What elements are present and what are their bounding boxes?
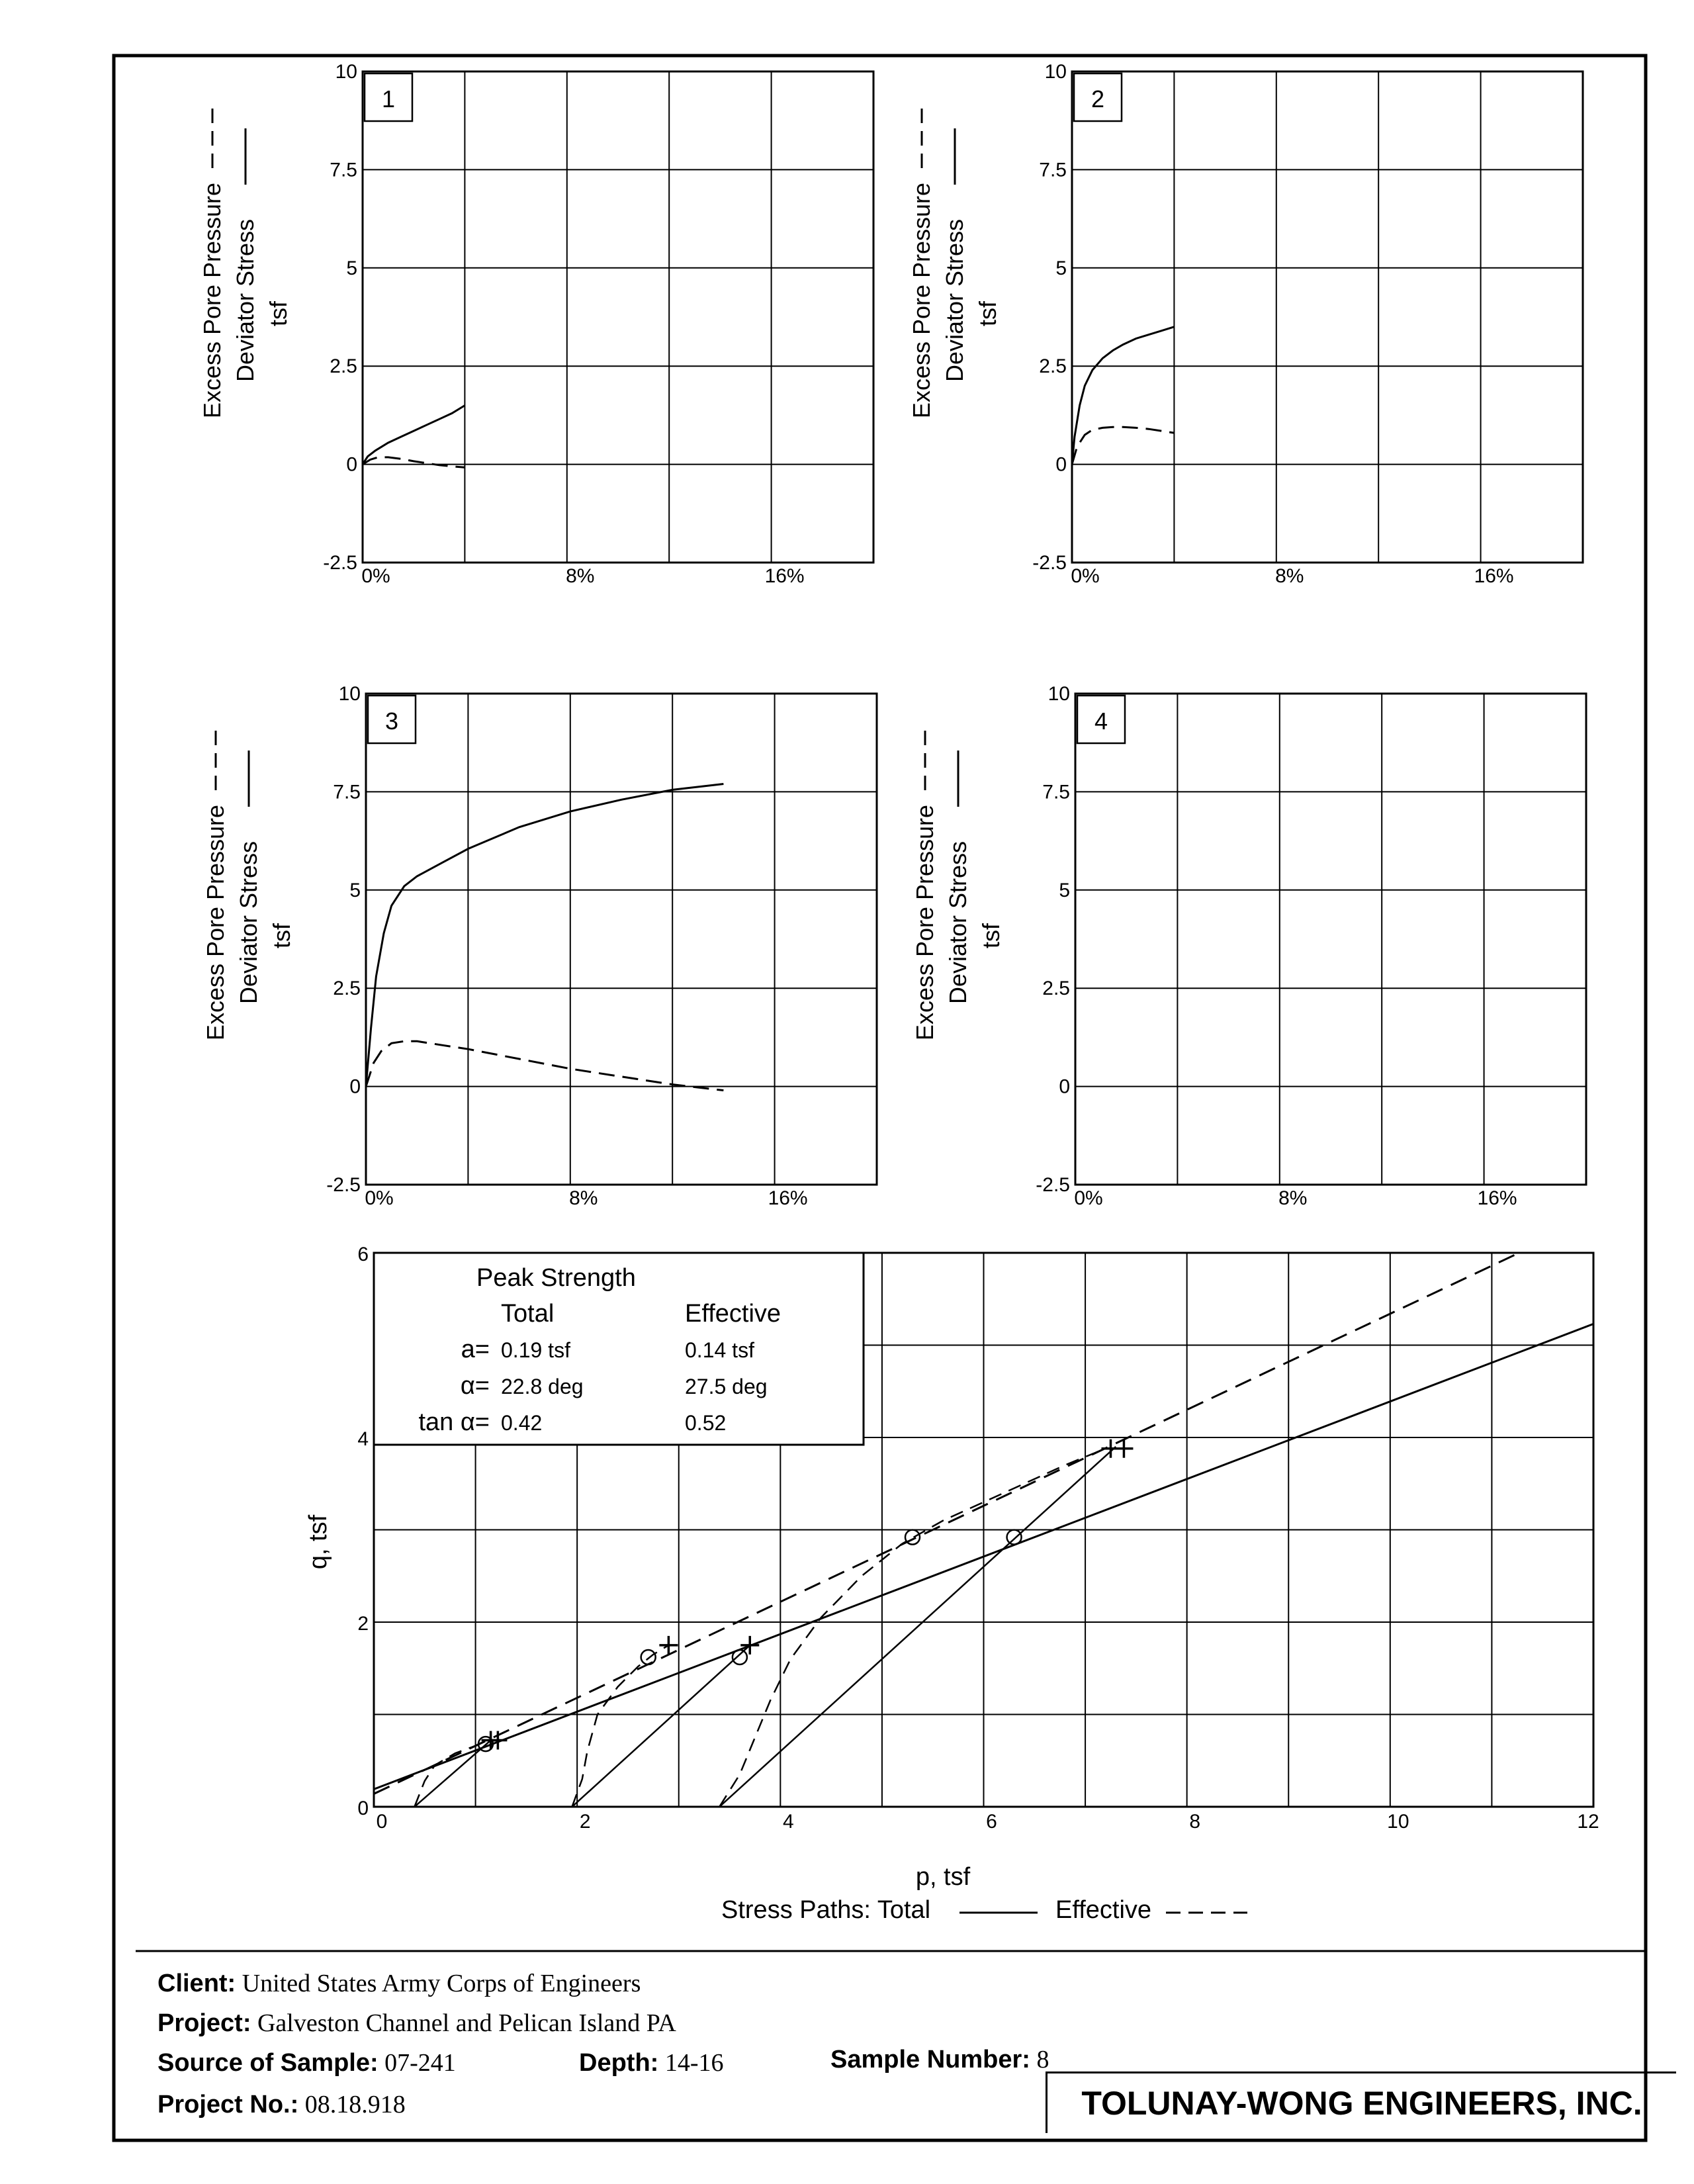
y-axis-label: q, tsf <box>304 1514 332 1570</box>
legend-effective-value: 0.52 <box>685 1411 727 1435</box>
panel-number: 3 <box>384 707 399 735</box>
client-label: Client: <box>157 1970 236 1997</box>
project-value: Galveston Channel and Pelican Island PA <box>257 2009 676 2037</box>
legend-effective-value: 0.14 tsf <box>685 1338 754 1362</box>
y-tick-label: 2.5 <box>333 978 361 1000</box>
x-tick-label: 8% <box>566 565 595 587</box>
y-tick-label: 2.5 <box>330 355 357 378</box>
effective-stress-path <box>572 1645 669 1807</box>
y-tick-label: 6 <box>357 1244 369 1265</box>
x-tick-label: 4 <box>782 1811 794 1833</box>
x-tick-label: 8 <box>1189 1811 1201 1833</box>
y-tick-label: 2.5 <box>1042 978 1070 1000</box>
project-no-label: Project No.: <box>157 2091 299 2118</box>
company-name: TOLUNAY-WONG ENGINEERS, INC. <box>1046 2071 1676 2133</box>
legend-effective-value: 27.5 deg <box>685 1375 768 1398</box>
panel-number: 2 <box>1091 85 1105 113</box>
y-label-pore-pressure: Excess Pore Pressure <box>911 804 938 1041</box>
y-label-unit: tsf <box>974 300 1001 327</box>
sample-label: Sample Number: <box>830 2046 1030 2073</box>
x-tick-label: 16% <box>1477 1187 1517 1209</box>
y-tick-label: 2 <box>357 1613 369 1635</box>
x-axis-label: p, tsf <box>915 1863 971 1891</box>
y-label-unit: tsf <box>977 923 1004 949</box>
y-tick-label: -2.5 <box>1032 552 1067 574</box>
y-tick-label: 7.5 <box>1039 159 1067 181</box>
y-tick-label: 5 <box>349 879 361 901</box>
y-tick-label: 7.5 <box>330 159 357 181</box>
y-label-pore-pressure: Excess Pore Pressure <box>199 182 226 419</box>
x-tick-label: 8% <box>1278 1187 1308 1209</box>
x-tick-label: 16% <box>1474 565 1514 587</box>
y-label-deviator-stress: Deviator Stress <box>232 218 259 383</box>
plot-frame <box>1072 71 1583 563</box>
sample-value: 8 <box>1036 2046 1049 2073</box>
peak-strength-legend <box>374 1253 864 1445</box>
y-tick-label: 10 <box>335 61 357 83</box>
x-tick-label: 16% <box>764 565 805 587</box>
x-tick-label: 6 <box>986 1811 997 1833</box>
y-tick-label: 5 <box>346 257 357 279</box>
x-tick-label: 0 <box>376 1811 388 1833</box>
x-tick-label: 8% <box>1275 565 1304 587</box>
circle-marker <box>733 1650 747 1664</box>
panel-number: 4 <box>1094 707 1108 735</box>
stress-path-caption <box>721 1896 1247 1924</box>
y-tick-label: 4 <box>357 1428 369 1450</box>
legend-row-label: tan α= <box>418 1408 490 1436</box>
y-tick-label: -2.5 <box>323 552 357 574</box>
y-tick-label: 0 <box>1059 1075 1070 1098</box>
deviator-stress-curve <box>1072 327 1174 465</box>
y-tick-label: 5 <box>1059 879 1070 901</box>
circle-marker <box>641 1650 656 1664</box>
footer-source <box>157 2048 456 2077</box>
legend-row-label: α= <box>460 1372 490 1400</box>
footer-project <box>157 2009 676 2038</box>
plot-frame <box>1075 694 1586 1185</box>
project-label: Project: <box>157 2009 251 2037</box>
y-label-deviator-stress: Deviator Stress <box>235 841 262 1005</box>
strain-panel-1 <box>199 61 873 587</box>
footer-client <box>157 1969 641 1998</box>
caption-total-label: Stress Paths: Total <box>721 1896 931 1924</box>
y-tick-label: 10 <box>1048 683 1070 705</box>
y-tick-label: -2.5 <box>1036 1174 1070 1196</box>
legend-effective-header: Effective <box>685 1300 781 1328</box>
y-tick-label: 0 <box>349 1075 361 1098</box>
strain-panel-2 <box>908 61 1583 587</box>
caption-effective-label: Effective <box>1055 1896 1152 1924</box>
pore-pressure-curve <box>363 457 465 467</box>
panel-number: 1 <box>381 85 396 113</box>
y-tick-label: 0 <box>346 453 357 476</box>
y-label-deviator-stress: Deviator Stress <box>944 841 971 1005</box>
y-tick-label: 7.5 <box>1042 781 1070 803</box>
y-tick-label: 10 <box>338 683 361 705</box>
circle-marker <box>905 1530 920 1545</box>
plot-frame <box>366 694 877 1185</box>
y-tick-label: 0 <box>357 1797 369 1819</box>
pore-pressure-curve <box>366 1041 723 1090</box>
x-tick-label: 16% <box>768 1187 808 1209</box>
y-label-pore-pressure: Excess Pore Pressure <box>202 804 229 1041</box>
legend-total-header: Total <box>501 1300 555 1328</box>
x-tick-label: 0% <box>365 1187 394 1209</box>
project-no-value: 08.18.918 <box>304 2091 406 2118</box>
total-stress-path <box>572 1645 750 1807</box>
depth-label: Depth: <box>579 2049 659 2077</box>
x-tick-label: 10 <box>1387 1811 1409 1833</box>
y-tick-label: 0 <box>1055 453 1067 476</box>
total-stress-path <box>414 1741 490 1807</box>
strain-panels <box>199 61 1586 1209</box>
y-tick-label: 2.5 <box>1039 355 1067 378</box>
legend-total-value: 0.19 tsf <box>501 1338 570 1362</box>
footer-depth <box>579 2048 723 2077</box>
client-value: United States Army Corps of Engineers <box>242 1970 641 1997</box>
y-label-unit: tsf <box>265 300 292 327</box>
legend-row-label: a= <box>461 1336 490 1363</box>
y-tick-label: 5 <box>1055 257 1067 279</box>
x-tick-label: 0% <box>1074 1187 1103 1209</box>
pore-pressure-curve <box>1072 427 1174 464</box>
y-tick-label: 7.5 <box>333 781 361 803</box>
deviator-stress-curve <box>363 406 465 465</box>
footer-project-no <box>157 2090 406 2119</box>
y-label-deviator-stress: Deviator Stress <box>941 218 968 383</box>
x-tick-label: 0% <box>361 565 390 587</box>
circle-marker <box>1007 1530 1022 1545</box>
x-tick-label: 2 <box>579 1811 591 1833</box>
x-tick-label: 8% <box>569 1187 598 1209</box>
total-stress-path <box>719 1447 1116 1807</box>
strain-panel-4 <box>911 683 1586 1209</box>
footer-sample <box>830 2045 1049 2074</box>
y-tick-label: -2.5 <box>326 1174 361 1196</box>
legend-total-value: 22.8 deg <box>501 1375 584 1398</box>
x-tick-label: 0% <box>1071 565 1100 587</box>
legend-title: Peak Strength <box>476 1264 636 1292</box>
plot-frame <box>363 71 873 563</box>
source-label: Source of Sample: <box>157 2049 379 2077</box>
legend-total-value: 0.42 <box>501 1411 543 1435</box>
y-label-unit: tsf <box>268 923 295 949</box>
y-label-pore-pressure: Excess Pore Pressure <box>908 182 935 419</box>
depth-value: 14-16 <box>664 2049 724 2077</box>
strain-panel-3 <box>202 683 877 1209</box>
source-value: 07-241 <box>384 2049 456 2077</box>
x-tick-label: 12 <box>1577 1811 1599 1833</box>
y-tick-label: 10 <box>1044 61 1067 83</box>
